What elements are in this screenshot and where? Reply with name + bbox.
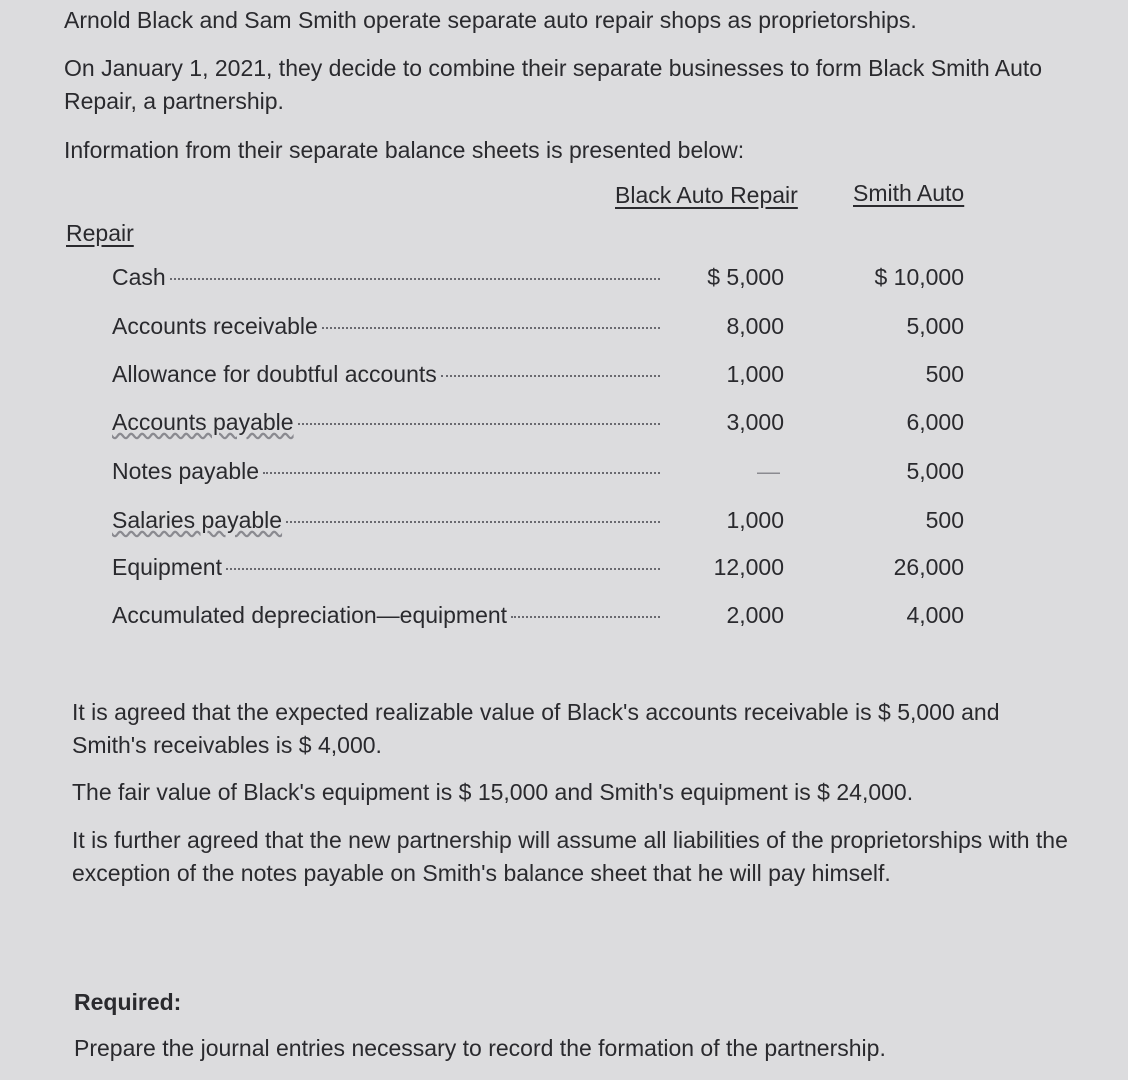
smith-value: 26,000 [893,554,964,580]
intro-line-1: Arnold Black and Sam Smith operate separate auto repair shops as proprietorships. [64,7,917,33]
smith-value: 500 [925,361,964,387]
required-text: Prepare the journal entries necessary to record the formation of the partnership. [74,1035,886,1061]
balance-row-equipment [112,554,980,586]
section-header-repair: Repair [66,220,134,246]
black-value: 1,000 [726,361,784,387]
col-header-black: Black Auto Repair [615,182,798,208]
row-label: Equipment [112,554,222,580]
col-header-smith: Smith Auto [853,180,965,206]
row-label: Cash [112,264,166,290]
black-value: — [757,458,780,484]
smith-value: $ 10,000 [874,264,964,290]
row-label: Notes payable [112,458,260,484]
row-label: Allowance for doubtful accounts [112,361,437,387]
black-value: 12,000 [713,554,784,580]
black-value: 2,000 [726,602,784,628]
balance-row-allowance [112,361,980,393]
intro-line-2: On January 1, 2021, they decide to combine their separate businesses to form Black Smith Auto Repair, a partnership. [64,55,1043,114]
balance-row-accounts-receivable [112,313,980,345]
balance-row-cash [112,264,980,296]
smith-value: 5,000 [906,458,964,484]
black-value: $ 5,000 [707,264,784,290]
balance-row-salaries-payable [112,507,980,539]
smith-value: 4,000 [906,602,964,628]
note-equipment-fair-value: The fair value of Black's equipment is $ 15,000 and Smith's equipment is $ 24,000. [72,779,914,805]
row-label: Salaries payable [112,507,283,533]
smith-value: 500 [925,507,964,533]
row-label: Accumulated depreciation—equipment [112,602,508,628]
black-value: 3,000 [726,409,784,435]
row-label: Accounts payable [112,409,294,435]
note-liabilities: It is further agreed that the new partnership will assume all liabilities of the proprietorships with the exception of the notes payable on Smith's balance sheet that he will pay himself. [72,827,1068,886]
smith-value: 5,000 [906,313,964,339]
note-receivables: It is agreed that the expected realizable value of Black's accounts receivable is $ 5,000 and Smith's receivables is $ 4,000. [72,699,1000,758]
balance-row-notes-payable [112,458,980,490]
balance-row-accumulated-depreciation [112,602,980,634]
row-label: Accounts receivable [112,313,318,339]
balance-row-accounts-payable [112,409,980,441]
required-title: Required: [74,989,182,1015]
intro-line-3: Information from their separate balance sheets is presented below: [64,137,745,163]
smith-value: 6,000 [906,409,964,435]
black-value: 1,000 [726,507,784,533]
black-value: 8,000 [726,313,784,339]
